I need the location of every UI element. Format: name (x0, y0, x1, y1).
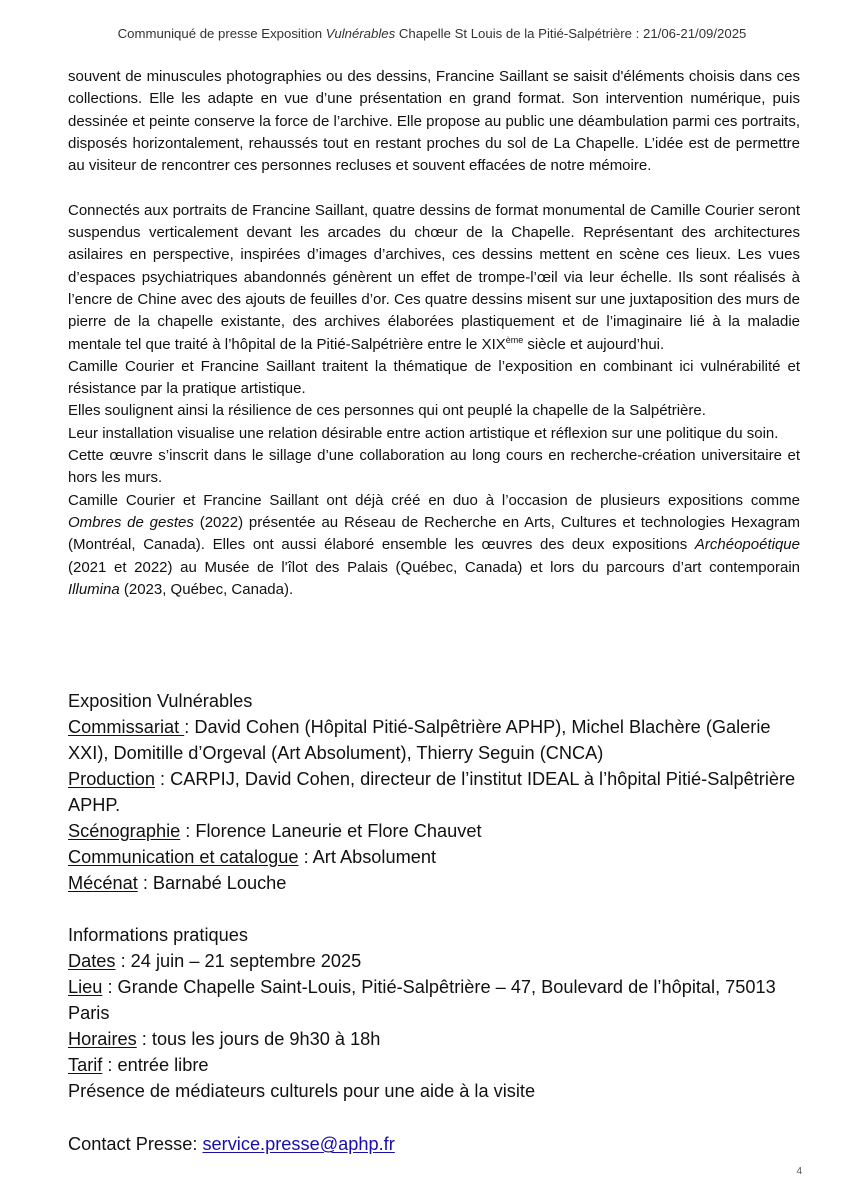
info-tarif (68, 1052, 800, 1078)
title-illumina: Illumina (68, 580, 120, 598)
info-horaires (68, 1026, 800, 1052)
page-number: 4 (796, 1166, 802, 1177)
info-label: Horaires (68, 1029, 137, 1049)
title-ombres: Ombres de gestes (68, 513, 194, 531)
exposition-heading: Exposition Vulnérables (68, 691, 253, 711)
credit-label: Mécénat (68, 873, 138, 893)
credit-production (68, 766, 800, 818)
info-label: Dates (68, 951, 116, 971)
credit-communication (68, 844, 800, 870)
info-lieu (68, 974, 800, 1026)
paragraph-7-c: (2021 et 2022) au Musée de l'îlot des Palais (Québec, Canada) et lors du parcours d’art contemporain (68, 558, 800, 576)
paragraph-7-b: (2022) présentée au Réseau de Recherche en Arts, Cultures et technologies Hexagram (Montréal, Canada). Elles ont aussi élaboré ensemble les œuvres des deux expositions (68, 513, 801, 554)
practical-heading: Informations pratiques (68, 925, 248, 945)
paragraph-6: Cette œuvre s’inscrit dans le sillage d’une collaboration au long cours en recherche-création universitaire et hors les murs. (68, 447, 800, 487)
paragraph-2 (68, 200, 800, 356)
credit-label: Scénographie (68, 821, 181, 841)
paragraph-7 (68, 490, 800, 601)
credit-scenographie (68, 818, 800, 844)
paragraph-3: Camille Courier et Francine Saillant traitent la thématique de l’exposition en combinant ici vulnérabilité et résistance par la pratique artistique. (68, 357, 800, 398)
header-suffix: Chapelle St Louis de la Pitié-Salpétrière : 21/06-21/09/2025 (395, 26, 747, 41)
info-value: : 24 juin – 21 septembre 2025 (115, 951, 362, 971)
contact-section (68, 1131, 800, 1157)
page-header (0, 26, 864, 42)
title-archeopoetique: Archéopoétique (694, 536, 800, 554)
credit-value: : Barnabé Louche (137, 873, 287, 893)
credit-mecenat (68, 870, 800, 896)
info-value: : Grande Chapelle Saint-Louis, Pitié-Salpêtrière – 47, Boulevard de l’hôpital, 75013 Paris (68, 977, 776, 1023)
credit-value: : CARPIJ, David Cohen, directeur de l’institut IDEAL à l’hôpital Pitié-Salpêtrière APHP. (68, 769, 796, 815)
paragraph-4: Elles soulignent ainsi la résilience de ces personnes qui ont peuplé la chapelle de la Salpétrière. (68, 402, 706, 420)
press-email-link[interactable]: service.presse@aphp.fr (202, 1134, 395, 1154)
info-dates (68, 948, 800, 974)
paragraph-1: souvent de minuscules photographies ou des dessins, Francine Saillant se saisit d'éléments choisis dans ces collections. Elle les adapte en vue d’une présentation en grand format. Son intervention numérique, puis dessinée et peinte conserve la force de l’archive. Elle propose au public une déambulation parmi ces portraits, disposés horizontalement, rehaussés tout en restant proches du sol de La Chapelle. L’idée est de permettre au visiteur de rencontrer ces personnes recluses et souvent effacées de notre mémoire. (68, 68, 800, 175)
credit-label: Communication et catalogue (68, 847, 299, 867)
paragraph-7-d: (2023, Québec, Canada). (119, 580, 294, 598)
info-label: Tarif (68, 1055, 103, 1075)
paragraph-7-a: Camille Courier et Francine Saillant ont déjà créé en duo à l’occasion de plusieurs expositions comme (68, 491, 800, 509)
credit-label: Commissariat (68, 717, 185, 737)
header-prefix: Communiqué de presse Exposition (117, 26, 326, 41)
paragraph-5: Leur installation visualise une relation désirable entre action artistique et réflexion sur une politique du soin. (68, 424, 779, 442)
credit-commissariat (68, 714, 800, 766)
credit-value: : Art Absolument (298, 847, 437, 867)
header-title: Vulnérables (325, 26, 396, 41)
credit-value: : David Cohen (Hôpital Pitié-Salpêtrière APHP), Michel Blachère (Galerie XXI), Domitille d’Orgeval (Art Absolument), Thierry Seguin (CNCA) (68, 717, 771, 763)
info-mediateurs: Présence de médiateurs culturels pour une aide à la visite (68, 1081, 536, 1101)
contact-label: Contact Presse: (68, 1134, 203, 1154)
exposition-section (68, 688, 800, 896)
info-value: : entrée libre (102, 1055, 209, 1075)
info-value: : tous les jours de 9h30 à 18h (136, 1029, 381, 1049)
body-text (68, 66, 800, 601)
info-label: Lieu (68, 977, 103, 997)
paragraph-2-main: Connectés aux portraits de Francine Saillant, quatre dessins de format monumental de Camille Courier seront suspendus verticalement devant les arcades du chœur de la Chapelle. Représentant des architectures asilaires en perspective, inspirées d’images d’archives, ces dessins mettent en scène ces lieux. Les vues d’espaces psychiatriques abandonnés génèrent un effet de trompe-l’œil via leur échelle. Ils sont réalisés à l’encre de Chine avec des ajouts de feuilles d’or. Ces quatre dessins misent sur une juxtaposition des murs de pierre de la chapelle existante, des archives élaborées plastiquement et de l’imaginaire lié à la maladie mentale tel que traité à l’hôpital de la Pitié-Salpétrière entre le XIX (68, 201, 800, 353)
superscript: ème (505, 334, 524, 345)
credit-value: : Florence Laneurie et Flore Chauvet (180, 821, 482, 841)
paragraph-2-end: siècle et aujourd’hui. (523, 335, 665, 353)
credit-label: Production (68, 769, 155, 789)
practical-info-section (68, 922, 800, 1104)
